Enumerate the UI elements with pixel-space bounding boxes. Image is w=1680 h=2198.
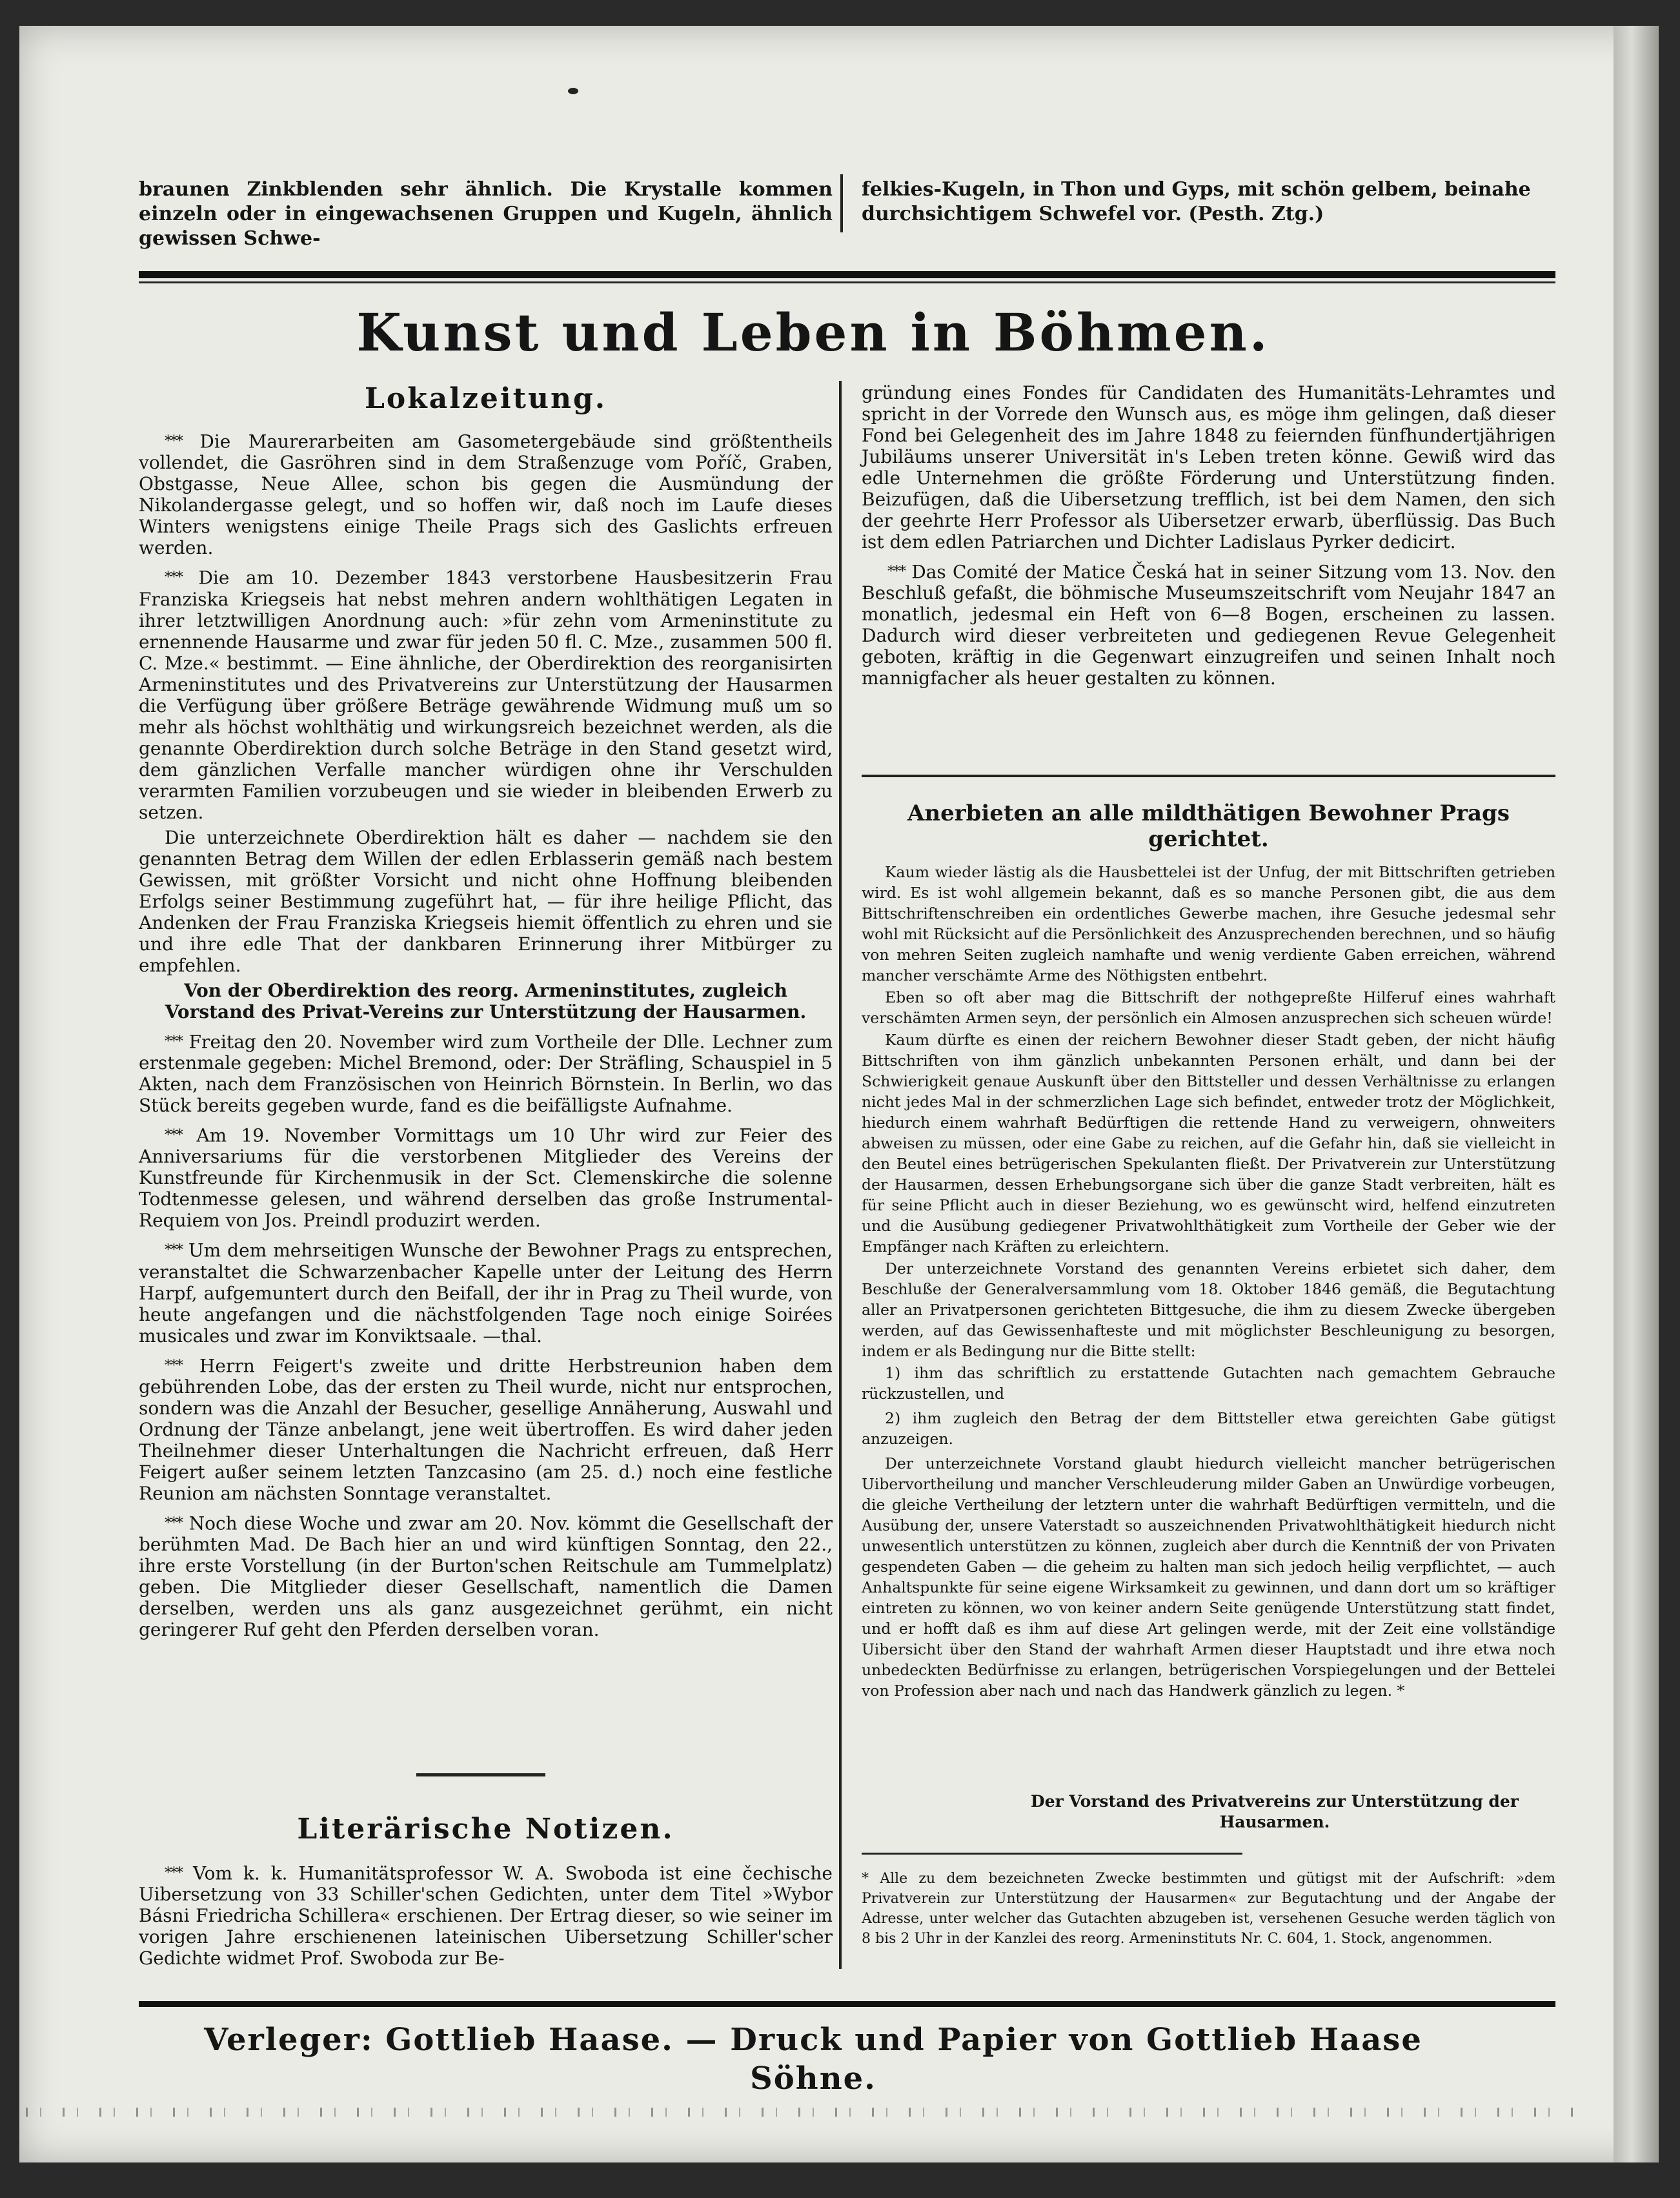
appeal-title: Anerbieten an alle mildthätigen Bewohner Prags gerichtet.: [907, 800, 1510, 852]
appeal-signature: Der Vorstand des Privatvereins zur Unterstützung der Hausarmen.: [1031, 1792, 1519, 1831]
appeal-paragraph: Der unterzeichnete Vorstand glaubt hiedurch vielleicht mancher betrügerischen Uibervortheilung und mancher Verschleuderung milder Gaben an Unwürdige vorbeugen, die gleiche Vertheilung der letztern unter die wahrhaft Bedürftigen vermitteln, und die Ausübung der, unsere Vaterstadt so auszeichnenden Privatwohlthätigkeit hiedurch nicht unwesentlich unterstützen zu können, zugleich aber durch die Kenntniß der von Privaten gespendeten Gaben — die geheim zu halten man sich jedoch heilig verpflichtet, — auch Anhaltspunkte für seine eigene Wirksamkeit zu gewinnen, und dann dort um so kräftiger eintreten zu können, wo von keiner andern Seite genügende Unterstützung statt findet, und er hofft daß es ihm auf diese Art gelingen werde, mit der Zeit eine vollständige Uibersicht über den Stand der wahrhaft Armen dieser Hauptstadt und ihre etwa noch unbedeckten Bedürfnisse zu erlangen, betrügerischen Vorspiegelungen und der Bettelei von Profession aber nach und nach das Handwerk gänzlich zu legen. *: [862, 1454, 1555, 1700]
left-column: [139, 426, 833, 1644]
appeal-condition-2: 2) ihm zugleich den Betrag der dem Bittsteller etwa gereichten Gabe gütigst anzuzeigen.: [862, 1409, 1555, 1448]
page-edge: [1614, 26, 1659, 2162]
article-anniversarium: ⁎⁎⁎ Am 19. November Vormittags um 10 Uhr wird zur Feier des Anniversariums für die verstorbenen Mitglieder des Vereins der Kunstfreunde für Kirchenmusik in der Sct. Clemenskirche die solenne Todtenmesse gelesen, und während derselben das große Instrumental-Requiem von Jos. Preindl produzirt werden.: [139, 1122, 833, 1232]
footer-rule: [139, 2001, 1555, 2007]
top-right-text: felkies-Kugeln, in Thon und Gyps, mit schön gelbem, beinahe durchsichtigem Schwefel vor. (Pesth. Ztg.): [862, 178, 1531, 225]
main-column-separator: [839, 381, 842, 1969]
appeal-paragraph: Kaum dürfte es einen der reichern Bewohner dieser Stadt geben, der nicht häufig Bittschriften von ihm gänzlich unbekannten Personen erhält, und dann bei der Schwierigkeit genaue Auskunft über den Bittsteller und dessen Verhältnisse zu erlangen nicht jedes Mal in der schmerzlichen Lage sich befindet, entweder trotz der Möglichkeit, hiedurch einem wahrhaft Bedürftigen die rettende Hand zu verweigern, ohnweiters abweisen zu müssen, oder eine Gabe zu reichen, auf die Gefahr hin, daß sie vielleicht in den Beutel eines betrügerischen Spekulanten fließt. Der Privatverein zur Unterstützung der Hausarmen, dessen Erhebungsorgane sich über die ganze Stadt verbreiten, hält es für seine Pflicht auch in dieser Beziehung, wo es gewünscht wird, helfend einzutreten und die Ausübung gediegener Privatwohlthätigkeit zum Vortheile der Geber wie der Empfänger nach Kräften zu erleichtern.: [862, 1031, 1555, 1256]
article-feigert: ⁎⁎⁎ Herrn Feigert's zweite und dritte Herbstreunion haben dem gebührenden Lobe, das der ersten zu Theil wurde, nicht nur entsprochen, sondern was die Anzahl der Besucher, gesellige Annäherung, Auswahl und Ordnung der Tänze anbelangt, jene weit übertroffen. Es wird daher jeden Theilnehmer dieser Unterhaltungen die Nachricht erfreuen, daß Herr Feigert außer seinem letzten Tanzcasino (am 25. d.) noch eine festliche Reunion am nächsten Sonntage veranstaltet.: [139, 1352, 833, 1504]
article-kriegseis: ⁎⁎⁎ Die am 10. Dezember 1843 verstorbene Hausbesitzerin Frau Franziska Kriegseis hat nebst mehren andern wohlthätigen Legaten in ihrer letztwilligen Anordnung auch: »für zehn vom Armeninstitute zu ernennende Hausarme und zwar für jeden 50 fl. C. Mze., zusammen 500 fl. C. Mze.« bestimmt. — Eine ähnliche, der Oberdirektion des reorganisirten Armeninstitutes und des Privatvereins zur Unterstützung der Hausarmen die Verfügung über größere Beträge gewährende Widmung muß um so mehr als höchst wohlthätig und wirkungsreich bezeichnet werden, als die genannte Oberdirektion durch solche Beträge in den Stand gesetzt wird, dem gänzlichen Verfalle mancher würdigen ohne ihr Verschulden verarmten Familien vorzubeugen und sie wieder in bleibenden Erwerb zu setzen.: [139, 565, 833, 823]
article-swoboda-continued: gründung eines Fondes für Candidaten des Humanitäts-Lehramtes und spricht in der Vorrede den Wunsch aus, es möge ihm gelingen, daß dieser Fond bei Gelegenheit des im Jahre 1848 zu feiernden fünfhundertjährigen Jubiläums unserer Universität in's Leben treten könne. Gewiß wird das edle Unternehmen die größte Förderung und Unterstützung finden. Beizufügen, daß die Uibersetzung trefflich, ist bei dem Namen, den sich der geehrte Herr Professor als Uibersetzer erwarb, überflüssig. Das Buch ist dem edlen Patriarchen und Dichter Ladislaus Pyrker dedicirt.: [862, 382, 1555, 553]
section-title-lokalzeitung: Lokalzeitung.: [364, 382, 607, 415]
top-column-separator: [840, 174, 843, 232]
article-oberdirektion: Die unterzeichnete Oberdirektion hält es daher — nachdem sie den genannten Betrag dem Willen der edlen Erblasserin gemäß nach bestem Gewissen, mit größter Vorsicht und nicht ohne Hoffnung bleibenden Erfolgs seiner Bestimmung zugeführt hat, — für ihre heilige Pflicht, das Andenken der Frau Franziska Kriegseis hiemit öffentlich zu ehren und sie und ihre edle That der dankbaren Erinnerung ihrer Mitbürger zu empfehlen.: [139, 826, 833, 976]
imprint: Verleger: Gottlieb Haase. — Druck und Papier von Gottlieb Haase Söhne.: [204, 2022, 1422, 2097]
article-swoboda: Vom k. k. Humanitätsprofessor W. A. Swoboda ist eine čechische Uibersetzung von 33 Schiller'schen Gedichten, unter dem Titel »Wybor Básni Friedricha Schillera« erschienen. Der Ertrag dieser, so wie seiner im vorigen Jahre erschienenen lateinischen Uibersetzung Schiller'scher Gedichte widmet Prof. Swoboda zur Be-: [139, 1862, 833, 1969]
appeal-footnote: * Alle zu dem bezeichneten Zwecke bestimmten und gütigst mit der Aufschrift: »dem Privatverein zur Unterstützung der Hausarmen« zur Begutachtung und der Angabe der Adresse, unter welcher das Gutachten abzugeben ist, versehenen Gesuche werden täglich von 8 bis 2 Uhr in der Kanzlei des reorg. Armeninstituts Nr. C. 604, 1. Stock, angenommen.: [862, 1871, 1555, 1947]
footnote-rule: [862, 1853, 1242, 1855]
article-gasometer: ⁎⁎⁎ Die Maurerarbeiten am Gasometergebäude sind größtentheils vollendet, die Gasröhren sind in dem Straßenzuge vom Poříč, Graben, Obstgasse, Neue Allee, schon bis gegen die Ausmündung der Nikolandergasse gelegt, und so hoffen wir, daß noch im Laufe dieses Winters wenigstens einige Theile Prags sich des Gaslichts erfreuen werden.: [139, 429, 833, 559]
ink-dot: [568, 88, 578, 94]
article-debach: ⁎⁎⁎ Noch diese Woche und zwar am 20. Nov. kömmt die Gesellschaft der berühmten Mad. De Bach hier an und wird künftigen Sonntag, den 22., ihre erste Vorstellung (in der Burton'schen Reitschule am Tummelplatz) geben. Die Mitglieder dieser Gesellschaft, namentlich die Damen derselben, werden uns als ganz ausgezeichnet gerühmt, ein nicht geringerer Ruf geht den Pferden derselben voran.: [139, 1510, 833, 1641]
literary-notes: ⁎⁎⁎ Vom k. k. Humanitätsprofessor W. A. Swoboda ist eine čechische Uibersetzung von 33 Schiller'schen Gedichten, unter dem Titel »Wybor Básni Friedricha Schillera« erschienen. Der Ertrag dieser, so wie seiner im vorigen Jahre erschienenen lateinischen Uibersetzung Schiller'scher Gedichte widmet Prof. Swoboda zur Be-: [139, 1860, 833, 1969]
article-schwarzenbacher: ⁎⁎⁎ Um dem mehrseitigen Wunsche der Bewohner Prags zu entsprechen, veranstaltet die Schwarzenbacher Kapelle unter der Leitung des Herrn Harpf, aufgemuntert durch den Beifall, der ihr in Prag zu Theil wurde, von heute angefangen und die nächstfolgenden Tage noch einige Soirées musicales und zwar im Konviktsaale. —thal.: [139, 1237, 833, 1347]
section-title-literaerische: Literärische Notizen.: [297, 1813, 674, 1846]
appeal-paragraph: Eben so oft aber mag die Bittschrift der nothgepreßte Hilferuf eines wahrhaft verschämten Armen seyn, der persönlich ein Almosen anzusprechen sich scheuen würde!: [862, 988, 1555, 1027]
scan-noise: [26, 2108, 1575, 2117]
appeal-divider: [862, 775, 1555, 777]
header-rule-thin: [139, 281, 1555, 283]
top-left-text: braunen Zinkblenden sehr ähnlich. Die Krystalle kommen einzeln oder in eingewachsenen Gruppen und Kugeln, ähnlich gewissen Schwe-: [139, 178, 833, 250]
short-divider: [416, 1773, 545, 1776]
appeal-paragraph: Kaum wieder lästig als die Hausbettelei ist der Unfug, der mit Bittschriften getrieben wird. Es ist wohl allgemein bekannt, daß es so manche Personen gibt, die aus dem Bittschriftenschreiben ein ordentliches Gewerbe machen, ihre Gesuche jedesmal sehr wohl mit Rücksicht auf die Persönlichkeit des Anzusprechenden berechnen, und so häufig von mehren Seiten zugleich namhafte und wenig verdiente Gaben erreichen, während mancher verschämte Arme des Nöthigsten entbehrt.: [862, 863, 1555, 984]
article-lechner: ⁎⁎⁎ Freitag den 20. November wird zum Vortheile der Dlle. Lechner zum erstenmale gegeben: Michel Bremond, oder: Der Sträfling, Schauspiel in 5 Akten, nach dem Französischen von Heinrich Börnstein. In Berlin, wo das Stück bereits gegeben wurde, fand es die beifälligste Aufnahme.: [139, 1028, 833, 1116]
header-rule: [139, 271, 1555, 278]
appeal-condition-1: 1) ihm das schriftlich zu erstattende Gutachten nach gemachtem Gebrauche rückzustellen, und: [862, 1364, 1555, 1403]
right-column: [862, 382, 1555, 693]
masthead-title: Kunst und Leben in Böhmen.: [356, 302, 1270, 363]
article-matice: ⁎⁎⁎ Das Comité der Matice Česká hat in seiner Sitzung vom 13. Nov. den Beschluß gefaßt, die böhmische Museumszeitschrift vom Neujahr 1847 an monatlich, jedesmal ein Heft von 6—8 Bogen, erscheinen zu lassen. Dadurch wird dieser verbreiteten und gediegenen Revue Gelegenheit geboten, kräftig in die Gegenwart einzugreifen und seinen Inhalt noch mannigfacher als heuer gestalten zu können.: [862, 559, 1555, 689]
article-signature-oberdirektion: Von der Oberdirektion des reorg. Armeninstitutes, zugleich Vorstand des Privat-Vereins zur Unterstützung der Hausarmen.: [165, 979, 807, 1023]
appeal-body: [862, 862, 1555, 1702]
appeal-paragraph: Der unterzeichnete Vorstand des genannten Vereins erbietet sich daher, dem Beschluße der Generalversammlung vom 18. Oktober 1846 gemäß, die Begutachtung aller an Privatpersonen gerichteten Bittgesuche, die ihm zu diesem Zwecke übergeben werden, auf das Gewissenhafteste und mit möglichster Beschleunigung zu besorgen, indem er als Bedingung nur die Bitte stellt:: [862, 1259, 1555, 1360]
